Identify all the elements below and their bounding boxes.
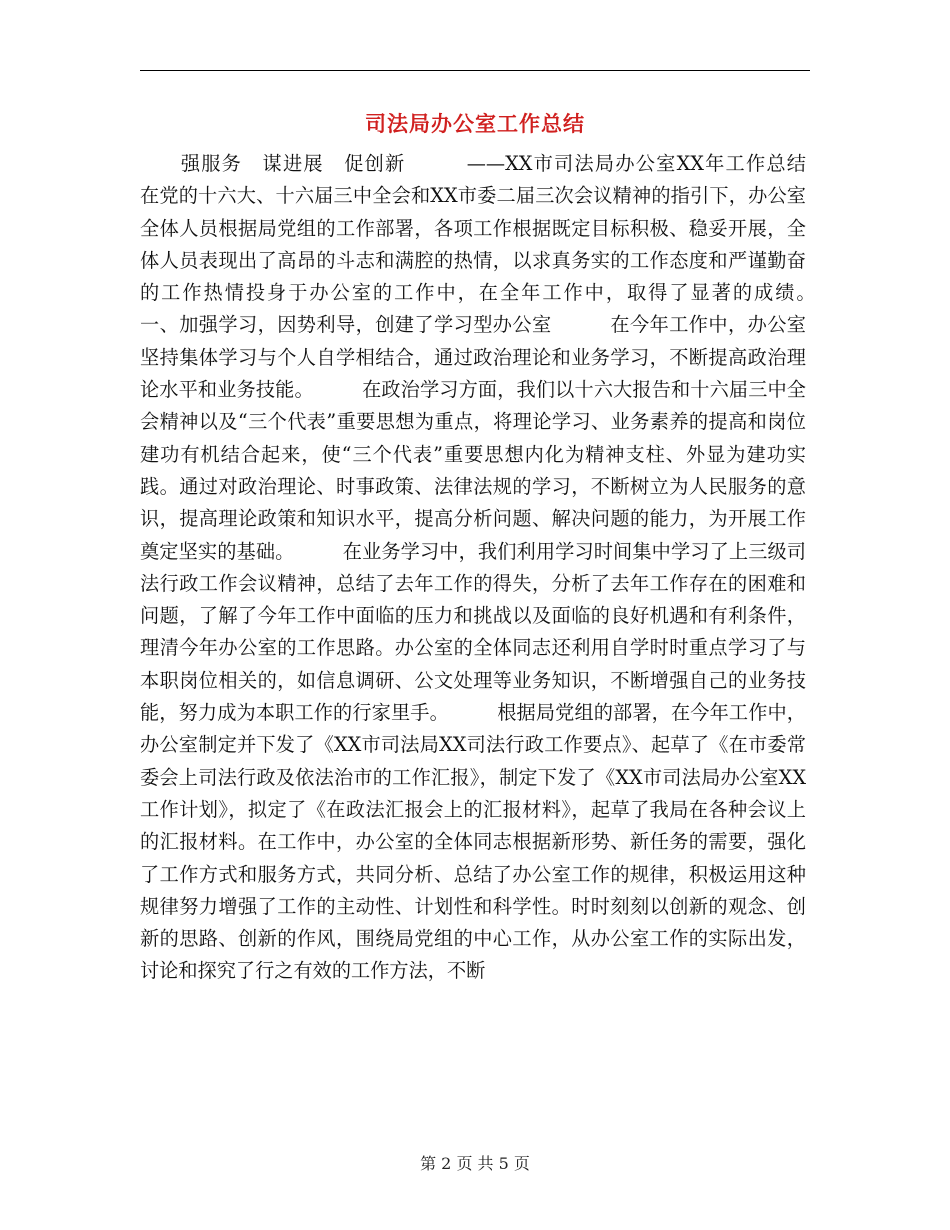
header-rule (140, 70, 810, 71)
document-body: 强服务 谋进展 促创新 ——XX市司法局办公室XX年工作总结 在党的十六大、十六届三中全会和XX市委二届三次会议精神的指引下，办公室全体人员根据局党组的工作部署，各项工作根据既定目标积极、稳妥开展，全体人员表现出了高昂的斗志和满腔的热情，以求真务实的工作态度和严谨勤奋的工作热情投身于办公室的工作中，在全年工作中，取得了显著的成绩。 一、加强学习，因势利导，创建了学习型办公室 在今年工作中，办公室坚持集体学习与个人自学相结合，通过政治理论和业务学习，不断提高政治理论水平和业务技能。 在政治学习方面，我们以十六大报告和十六届三中全会精神以及“三个代表”重要思想为重点，将理论学习、业务素养的提高和岗位建功有机结合起来，使“三个代表”重要思想内化为精神支柱、外显为建功实践。通过对政治理论、时事政策、法律法规的学习，不断树立为人民服务的意识，提高理论政策和知识水平，提高分析问题、解决问题的能力，为开展工作奠定坚实的基础。 在业务学习中，我们利用学习时间集中学习了上三级司法行政工作会议精神，总结了去年工作的得失，分析了去年工作存在的困难和问题，了解了今年工作中面临的压力和挑战以及面临的良好机遇和有利条件，理清今年办公室的工作思路。办公室的全体同志还利用自学时时重点学习了与本职岗位相关的，如信息调研、公文处理等业务知识，不断增强自己的业务技能，努力成为本职工作的行家里手。 根据局党组的部署，在今年工作中，办公室制定并下发了《XX市司法局XX司法行政工作要点》、起草了《在市委常委会上司法行政及依法治市的工作汇报》，制定下发了《XX市司法局办公室XX工作计划》，拟定了《在政法汇报会上的汇报材料》，起草了我局在各种会议上的汇报材料。在工作中，办公室的全体同志根据新形势、新任务的需要，强化了工作方式和服务方式，共同分析、总结了办公室工作的规律，积极运用这种规律努力增强了工作的主动性、计划性和科学性。时时刻刻以创新的观念、创新的思路、创新的作风，围绕局党组的中心工作，从办公室工作的实际出发，讨论和探究了行之有效的工作方法，不断 (140, 152, 864, 983)
document-title: 司法局办公室工作总结 (365, 111, 585, 136)
page-number-footer: 第 2 页 共 5 页 (420, 1154, 530, 1173)
